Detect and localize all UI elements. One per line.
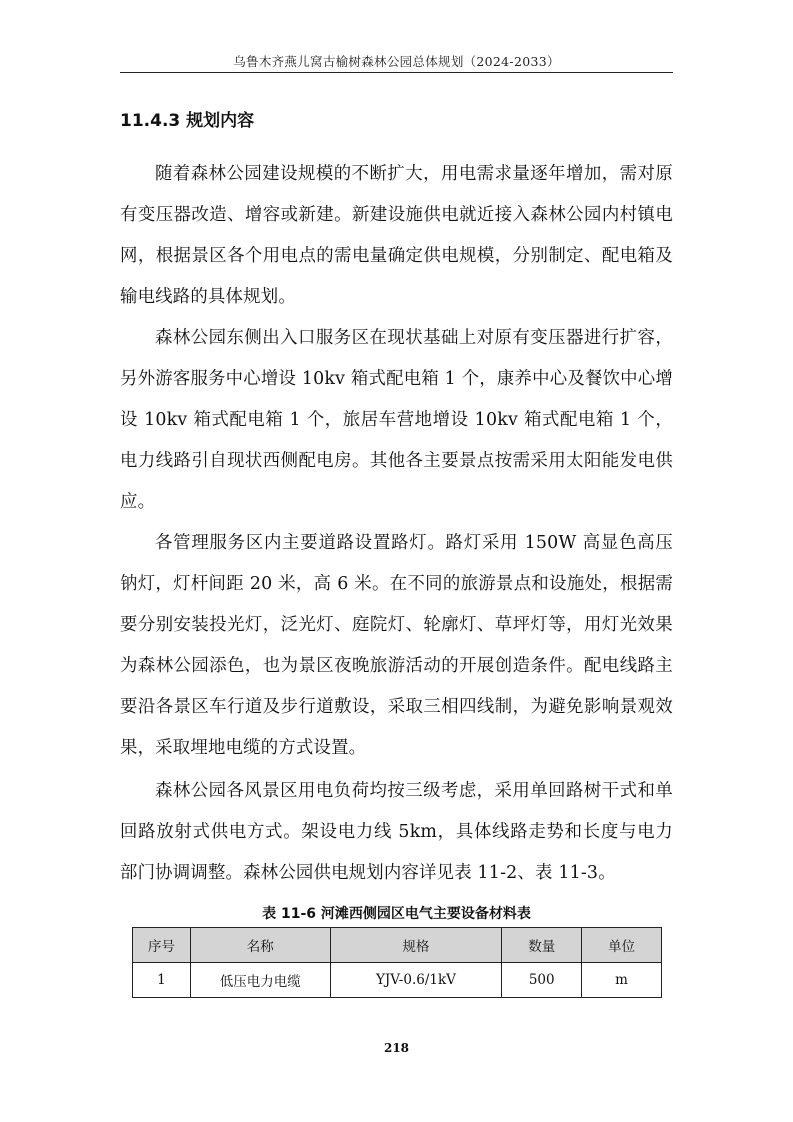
cell-quantity: 500 bbox=[502, 963, 582, 998]
table-row bbox=[133, 963, 662, 998]
table-caption: 表 11-6 河滩西侧园区电气主要设备材料表 bbox=[262, 906, 531, 922]
cell-spec: YJV-0.6/1kV bbox=[330, 963, 502, 998]
paragraph-power-supply-mode: 森林公园各风景区用电负荷均按三级考虑，采用单回路树干式和单回路放射式供电方式。架设电力线 5km，具体线路走势和长度与电力部门协调调整。森林公园供电规划内容详见表 11-2、表 11-3。 bbox=[120, 781, 673, 883]
cell-unit: m bbox=[582, 963, 662, 998]
cell-index: 1 bbox=[133, 963, 191, 998]
paragraph-power-demand: 随着森林公园建设规模的不断扩大，用电需求量逐年增加，需对原有变压器改造、增容或新建。新建设施供电就近接入森林公园内村镇电网，根据景区各个用电点的需电量确定供电规模，分别制定、配电箱及输电线路的具体规划。 bbox=[120, 164, 673, 307]
header-spec: 规格 bbox=[330, 928, 502, 963]
header-divider bbox=[120, 72, 673, 73]
paragraph-service-area-power: 森林公园东侧出入口服务区在现状基础上对原有变压器进行扩容，另外游客服务中心增设 10kv 箱式配电箱 1 个，康养中心及餐饮中心增设 10kv 箱式配电箱 1 个，旅居车营地增设 10kv 箱式配电箱 1 个，电力线路引自现状西侧配电房。其他各主要景点按需采用太阳能发电供应。 bbox=[120, 328, 673, 512]
equipment-table bbox=[132, 927, 662, 998]
running-header: 乌鲁木齐燕儿窝古榆树森林公园总体规划（2024-2033） bbox=[233, 54, 560, 69]
header-unit: 单位 bbox=[582, 928, 662, 963]
header-name: 名称 bbox=[190, 928, 330, 963]
cell-name: 低压电力电缆 bbox=[190, 963, 330, 998]
section-heading: 11.4.3 规划内容 bbox=[120, 111, 255, 131]
table-header-row bbox=[133, 928, 662, 963]
page-number: 218 bbox=[383, 1041, 410, 1055]
paragraph-lighting: 各管理服务区内主要道路设置路灯。路灯采用 150W 高显色高压钠灯，灯杆间距 20 米，高 6 米。在不同的旅游景点和设施处，根据需要分别安装投光灯，泛光灯、庭院灯、轮廓灯、草坪灯等，用灯光效果为森林公园添色，也为景区夜晚旅游活动的开展创造条件。配电线路主要沿各景区车行道及步行道敷设，采取三相四线制，为避免影响景观效果，采取埋地电缆的方式设置。 bbox=[120, 533, 673, 758]
header-index: 序号 bbox=[133, 928, 191, 963]
header-quantity: 数量 bbox=[502, 928, 582, 963]
